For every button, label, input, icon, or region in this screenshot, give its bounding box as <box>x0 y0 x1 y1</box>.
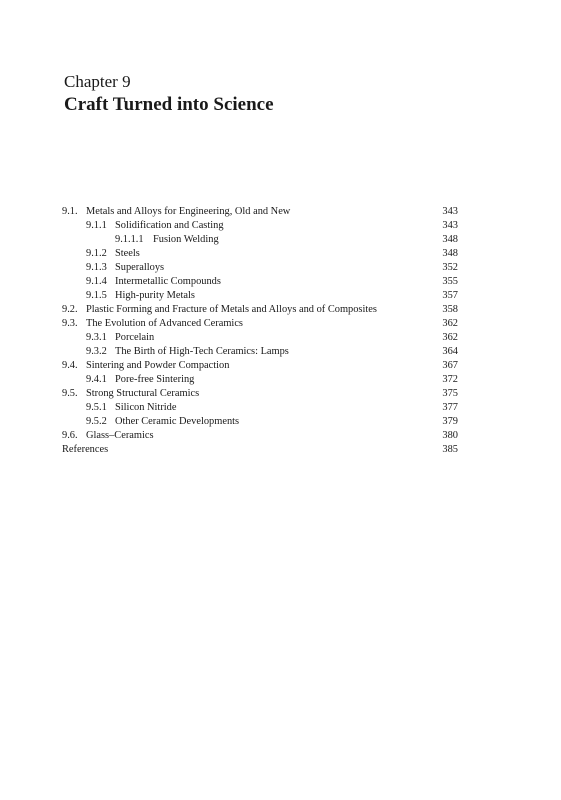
toc-section-title: The Birth of High-Tech Ceramics: Lamps <box>115 346 289 357</box>
toc-section-number: 9.4. <box>62 360 78 371</box>
toc-entry-9-1-1-1[interactable] <box>62 233 458 247</box>
toc-section-number: 9.3.2 <box>86 346 107 357</box>
toc-page-number: 375 <box>442 388 458 399</box>
toc-page-number: 385 <box>442 444 458 455</box>
toc-section-number: 9.3. <box>62 318 78 329</box>
toc-entry-9-1-1[interactable] <box>62 219 458 233</box>
toc-entry-9-2[interactable] <box>62 303 458 317</box>
toc-section-title: Plastic Forming and Fracture of Metals and Alloys and of Composites <box>86 304 377 315</box>
chapter-label: Chapter 9 <box>64 72 131 91</box>
toc-section-title: Fusion Welding <box>153 234 219 245</box>
toc-section-title: Intermetallic Compounds <box>115 276 221 287</box>
toc-section-number: 9.1.1 <box>86 220 107 231</box>
toc-section-title: References <box>62 444 109 455</box>
toc-section-title: Silicon Nitride <box>115 402 177 413</box>
toc-entry-9-5-2[interactable] <box>62 415 458 429</box>
toc-section-number: 9.5.2 <box>86 416 107 427</box>
toc-entry-9-4[interactable] <box>62 359 458 373</box>
toc-entry-9-1[interactable] <box>62 205 458 219</box>
toc-section-number: 9.1.2 <box>86 248 107 259</box>
toc-page-number: 348 <box>442 248 458 259</box>
toc-section-number: 9.5.1 <box>86 402 107 413</box>
toc-page-number: 355 <box>442 276 458 287</box>
toc-page-number: 379 <box>442 416 458 427</box>
toc-section-title: Pore-free Sintering <box>115 374 195 385</box>
toc-entry-9-5-1[interactable] <box>62 401 458 415</box>
toc-page-number: 352 <box>442 262 458 273</box>
toc-section-title: Solidification and Casting <box>115 220 224 231</box>
toc-page-number: 348 <box>442 234 458 245</box>
toc-section-title: Metals and Alloys for Engineering, Old and New <box>86 206 291 217</box>
toc-section-number: 9.5. <box>62 388 78 399</box>
toc-entry-references[interactable] <box>62 443 458 457</box>
toc-entry-9-3-2[interactable] <box>62 345 458 359</box>
toc-page-number: 362 <box>442 318 458 329</box>
toc-section-number: 9.1.1.1 <box>115 234 144 245</box>
toc-entry-9-1-4[interactable] <box>62 275 458 289</box>
toc-page-number: 343 <box>442 220 458 231</box>
toc-section-number: 9.6. <box>62 430 78 441</box>
toc-page-number: 357 <box>442 290 458 301</box>
toc-section-number: 9.4.1 <box>86 374 107 385</box>
toc-entry-9-1-5[interactable] <box>62 289 458 303</box>
toc-entry-9-3-1[interactable] <box>62 331 458 345</box>
toc-entry-9-1-2[interactable] <box>62 247 458 261</box>
toc-section-title: The Evolution of Advanced Ceramics <box>86 318 243 329</box>
toc-page-number: 367 <box>442 360 458 371</box>
toc-section-title: Other Ceramic Developments <box>115 416 240 427</box>
toc-section-number: 9.3.1 <box>86 332 107 343</box>
toc-section-title: Glass–Ceramics <box>86 430 154 441</box>
toc-section-number: 9.1.3 <box>86 262 107 273</box>
toc-entry-9-4-1[interactable] <box>62 373 458 387</box>
toc-page-number: 377 <box>442 402 458 413</box>
toc-page-number: 364 <box>442 346 458 357</box>
toc-section-title: Porcelain <box>115 332 155 343</box>
toc-entry-9-1-3[interactable] <box>62 261 458 275</box>
toc-entry-9-3[interactable] <box>62 317 458 331</box>
table-of-contents <box>62 205 458 457</box>
toc-page-number: 372 <box>442 374 458 385</box>
chapter-title: Craft Turned into Science <box>64 94 274 115</box>
toc-section-title: Strong Structural Ceramics <box>86 388 200 399</box>
toc-entry-9-5[interactable] <box>62 387 458 401</box>
toc-section-number: 9.1.5 <box>86 290 107 301</box>
toc-section-title: High-purity Metals <box>115 290 195 301</box>
toc-page-number: 358 <box>442 304 458 315</box>
toc-section-title: Sintering and Powder Compaction <box>86 360 230 371</box>
toc-section-number: 9.1.4 <box>86 276 107 287</box>
toc-section-title: Superalloys <box>115 262 165 273</box>
toc-section-number: 9.2. <box>62 304 78 315</box>
toc-page-number: 362 <box>442 332 458 343</box>
toc-section-title: Steels <box>115 248 140 259</box>
toc-entry-9-6[interactable] <box>62 429 458 443</box>
toc-page-number: 380 <box>442 430 458 441</box>
toc-section-number: 9.1. <box>62 206 78 217</box>
toc-page-number: 343 <box>442 206 458 217</box>
